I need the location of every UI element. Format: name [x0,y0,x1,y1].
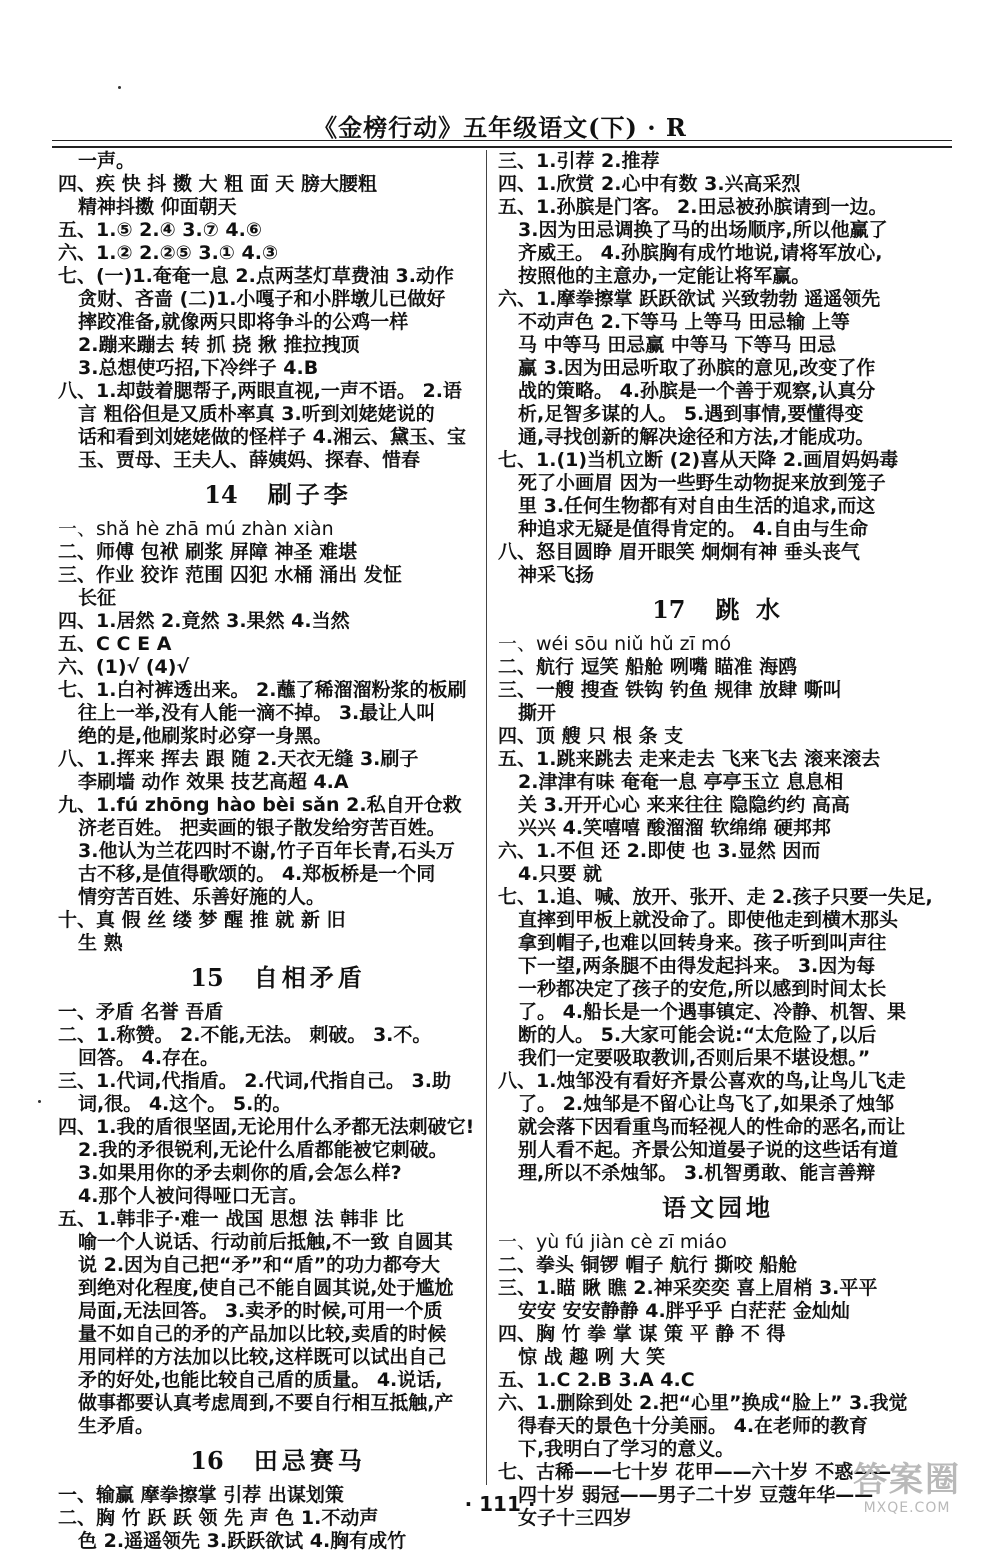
answer-line: 齐威王。 4.孙膑胸有成竹地说,请将军放心, [518,242,883,264]
answer-line: 玉、贾母、王夫人、薛姨妈、探春、惜春 [78,449,421,471]
answer-line: 八、1.却鼓着腮帮子,两眼直视,一声不语。 2.语 [58,380,462,402]
answer-line: 神采飞扬 [518,564,595,586]
answer-line: 二、1.称赞。 2.不能,无法。 刺破。 3.不。 [58,1024,432,1046]
lesson-number: 15 [190,963,224,992]
lesson-name: 自相矛盾 [253,963,366,992]
answer-line: 词,很。 4.这个。 5.的。 [78,1093,292,1115]
answer-line: 里 3.任何生物都有对自由生活的追求,而这 [518,495,876,517]
answer-line: 情穷苦百姓、乐善好施的人。 [78,886,326,908]
answer-line: 死了小画眉 因为一些野生动物捉来放到笼子 [518,472,886,494]
answer-line: 往上一举,没有人能一滴不掉。 3.最让人叫 [78,702,436,724]
page-header [0,108,1000,148]
answer-column-left [58,150,498,1552]
answer-line: 不动声色 2.下等马 上等马 田忌输 上等 [518,311,850,333]
answer-line: 六、1.② 2.②⑤ 3.① 4.③ [58,242,279,264]
answer-line: 赢 3.因为田忌听取了孙膑的意见,改变了作 [518,357,876,379]
answer-line: 用同样的方法加以比较,这样既可以试出自己 [78,1346,447,1368]
lesson-title [58,472,498,518]
answer-line: 精神抖擞 仰面朝天 [78,196,237,218]
watermark-logo [832,1460,982,1520]
answer-line: 兴兴 4.笑嘻嘻 酸溜溜 软绵绵 硬邦邦 [518,817,831,839]
header-rule-thick [52,146,952,148]
lesson-name: 刷子李 [267,480,352,509]
answer-line: 按照他的主意办,一定能让将军赢。 [518,265,811,287]
answer-line: 马 中等马 田忌赢 中等马 下等马 田忌 [518,334,837,356]
answer-line: 古不移,是值得歌颂的。 4.郑板桥是一个同 [78,863,436,885]
answer-line: 3.如果用你的矛去刺你的盾,会怎么样? [78,1162,402,1184]
watermark-sub: MXQE.COM [863,1500,951,1516]
answer-line: 李刷墙 动作 效果 技艺高超 4.A [78,771,349,793]
answer-line: 四、1.居然 2.竟然 3.果然 4.当然 [58,610,350,632]
answer-line: 五、1.跳来跳去 走来走去 飞来飞去 滚来滚去 [498,748,881,770]
lesson-name: 语文园地 [662,1193,774,1222]
answer-line: 生矛盾。 [78,1415,155,1437]
answer-line: 二、师傅 包袱 刷浆 屏障 神圣 难堪 [58,541,358,563]
answer-line: 四十岁 弱冠——男子二十岁 豆蔻年华—— [518,1484,874,1506]
answer-line: 三、1.引荐 2.推荐 [498,150,660,172]
answer-line: 六、1.不但 还 2.即使 也 3.显然 因而 [498,840,821,862]
answer-line: 四、顶 艘 只 根 条 支 [498,725,684,747]
answer-line: 七、(一)1.奄奄一息 2.点两茎灯草费油 3.动作 [58,265,454,287]
answer-line: 喻一个人说话、行动前后抵触,不一致 自圆其 [78,1231,453,1253]
answer-line: 拿到帽子,也难以回转身来。孩子听到叫声往 [518,932,887,954]
answer-line: 摔跤准备,就像两只即将争斗的公鸡一样 [78,311,409,333]
answer-line: 九、1.fú zhōng hào bèi sǎn 2.私自开仓救 [58,794,462,816]
answer-line: 七、1.(1)当机立断 (2)喜从天降 2.画眉妈妈毒 [498,449,899,471]
answer-line: 量不如自己的矛的产品加以比较,卖盾的时候 [78,1323,447,1345]
answer-line: 3.他认为兰花四时不谢,竹子百年长青,石头万 [78,840,455,862]
answer-line: 直摔到甲板上就没命了。即使他走到横木那头 [518,909,899,931]
answer-line: 五、1.韩非子·难一 战国 思想 法 韩非 比 [58,1208,404,1230]
answer-line: 到绝对化程度,使自己不能自圆其说,处于尴尬 [78,1277,454,1299]
answer-line: 下一望,两条腿不由得发起抖来。 3.因为每 [518,955,876,977]
answer-line: 3.因为田忌调换了马的出场顺序,所以他赢了 [518,219,888,241]
answer-line: 六、(1)√ (4)√ [58,656,190,678]
answer-line: 三、一艘 搜查 铁钩 钓鱼 规律 放肆 嘶叫 [498,679,842,701]
answer-line: 2.我的矛很锐利,无论什么盾都能被它刺破。 [78,1139,448,1161]
answer-line: 局面,无法回答。 3.卖矛的时候,可用一个质 [78,1300,443,1322]
answer-line: 贪财、吝啬 (二)1.小嘎子和小胖墩儿已做好 [78,288,446,310]
answer-line: 五、1.C 2.B 3.A 4.C [498,1369,695,1391]
answer-line: 言 粗俗但是又质朴率真 3.听到刘姥姥说的 [78,403,435,425]
answer-line: 三、作业 狡诈 范围 囚犯 水桶 涌出 发怔 [58,564,402,586]
answer-line: 4.只要 就 [518,863,603,885]
answer-line: 五、1.⑤ 2.④ 3.⑦ 4.⑥ [58,219,262,241]
lesson-number: 14 [204,480,238,509]
answer-line: 种追求无疑是值得肯定的。 4.自由与生命 [518,518,869,540]
answer-line: 下,我明白了学习的意义。 [518,1438,735,1460]
answer-line: 二、胸 竹 跃 跃 领 先 声 色 1.不动声 [58,1507,379,1529]
page-number: · 111 · [464,1492,536,1516]
answer-line: 八、怒目圆睁 眉开眼笑 炯炯有神 垂头丧气 [498,541,860,563]
answer-line: 了。 2.烛邹是不留心让鸟飞了,如果杀了烛邹 [518,1093,895,1115]
answer-line: 2.津津有味 奄奄一息 亭亭玉立 息息相 [518,771,844,793]
answer-line: 关 3.开开心心 来来往往 隐隐约约 高高 [518,794,850,816]
answer-line: 长征 [78,587,117,609]
answer-line: 矛的好处,也能比较自己盾的质量。 4.说话, [78,1369,443,1391]
answer-line: 三、1.代词,代指盾。 2.代词,代指自己。 3.助 [58,1070,451,1092]
answer-line: 2.蹦来蹦去 转 抓 挠 揪 推拉拽顶 [78,334,360,356]
answer-line: 撕开 [518,702,557,724]
answer-line: 四、1.欣赏 2.心中有数 3.兴高采烈 [498,173,801,195]
answer-line: 做事都要认真考虑周到,不要自行相互抵触,产 [78,1392,454,1414]
answer-line: 十、真 假 丝 缕 梦 醒 推 就 新 旧 [58,909,346,931]
answer-line: 二、航行 逗笑 船舱 咧嘴 瞄准 海鸥 [498,656,798,678]
answer-line: 四、疾 快 抖 擞 大 粗 面 天 膀大腰粗 [58,173,377,195]
lesson-name: 跳 水 [715,595,784,624]
answer-line: 三、1.瞄 瞅 瞧 2.神采奕奕 喜上眉梢 3.平平 [498,1277,878,1299]
answer-line: 我们一定要吸取教训,否则后果不堪设想。” [518,1047,871,1069]
answer-line: 惊 战 趣 咧 大 笑 [518,1346,666,1368]
answer-line: 3.总想使巧招,下冷绊子 4.B [78,357,319,379]
answer-line: 五、1.孙膑是门客。 2.田忌被孙膑请到一边。 [498,196,888,218]
answer-line: 4.那个人被问得哑口无言。 [78,1185,308,1207]
watermark-main: 答案圈 [853,1460,961,1500]
answer-line: 色 2.遥遥领先 3.跃跃欲试 4.胸有成竹 [78,1530,407,1552]
answer-line: 济老百姓。 把卖画的银子散发给穷苦百姓。 [78,817,446,839]
answer-line: 战的策略。 4.孙膑是一个善于观察,认真分 [518,380,876,402]
lesson-title [58,1438,498,1484]
answer-line: 话和看到刘姥姥做的怪样子 4.湘云、黛玉、宝 [78,426,467,448]
answer-line: 生 熟 [78,932,123,954]
pinyin-answer-line: 一、shǎ hè zhā mú zhàn xiàn [58,518,334,540]
answer-line: 得春天的景色十分美丽。 4.在老师的教育 [518,1415,869,1437]
answer-line: 二、拳头 铜锣 帽子 航行 撕咬 船舱 [498,1254,798,1276]
answer-line: 绝的是,他刷浆时必穿一身黑。 [78,725,333,747]
answer-line: 七、古稀——七十岁 花甲——六十岁 不惑—— [498,1461,892,1483]
scan-speck [118,86,121,89]
lesson-number: 16 [190,1446,224,1475]
answer-line: 四、胸 竹 拳 掌 谋 策 平 静 不 得 [498,1323,786,1345]
answer-line: 断的人。 5.大家可能会说:“太危险了,以后 [518,1024,877,1046]
answer-line: 安安 安安静静 4.胖乎乎 白茫茫 金灿灿 [518,1300,850,1322]
scan-speck [38,1100,41,1103]
answer-line: 回答。 4.存在。 [78,1047,220,1069]
answer-line: 析,足智多谋的人。 5.遇到事情,要懂得变 [518,403,864,425]
lesson-title [498,1185,938,1231]
answer-line: 八、1.挥来 挥去 跟 随 2.天衣无缝 3.刷子 [58,748,419,770]
answer-line: 五、C C E A [58,633,172,655]
answer-line: 通,寻找创新的解决途径和方法,才能成功。 [518,426,875,448]
column-divider [486,150,487,1485]
lesson-name: 田忌赛马 [253,1446,366,1475]
book-title: 《金榜行动》五年级语文(下) · R [313,113,687,142]
answer-line: 一秒都决定了孩子的安危,所以感到时间太长 [518,978,887,1000]
answer-line: 一、输赢 摩拳擦掌 引荐 出谋划策 [58,1484,344,1506]
lesson-title [58,955,498,1001]
lesson-number: 17 [652,595,686,624]
pinyin-answer-line: 一、wéi sōu niǔ hǔ zī mó [498,633,732,655]
answer-line: 一、矛盾 名誉 吾盾 [58,1001,224,1023]
answer-line: 就会落下因看重鸟而轻视人的性命的恶名,而让 [518,1116,906,1138]
answer-line: 别人看不起。齐景公知道晏子说的这些话有道 [518,1139,899,1161]
answer-line: 说 2.因为自己把“矛”和“盾”的功力都夸大 [78,1254,441,1276]
header-rule-thin [52,140,952,141]
answer-line: 了。 4.船长是一个遇事镇定、冷静、机智、果 [518,1001,907,1023]
answer-line: 女子十三四岁 [518,1507,633,1529]
answer-line: 理,所以不杀烛邹。 3.机智勇敢、能言善辩 [518,1162,876,1184]
pinyin-answer-line: 一、yù fú jiàn cè zī miáo [498,1231,727,1253]
answer-line: 四、1.我的盾很坚固,无论用什么矛都无法刺破它! [58,1116,475,1138]
answer-line: 七、1.追、喊、放开、张开、走 2.孩子只要一失足, [498,886,933,908]
answer-line: 六、1.摩拳擦掌 跃跃欲试 兴致勃勃 遥遥领先 [498,288,881,310]
answer-line: 六、1.删除到处 2.把“心里”换成“脸上” 3.我觉 [498,1392,908,1414]
answer-line: 七、1.白衬裤透出来。 2.蘸了稀溜溜粉浆的板刷 [58,679,467,701]
answer-line: 一声。 [78,150,136,172]
answer-line: 八、1.烛邹没有看好齐景公喜欢的鸟,让鸟儿飞走 [498,1070,906,1092]
lesson-title [498,587,938,633]
